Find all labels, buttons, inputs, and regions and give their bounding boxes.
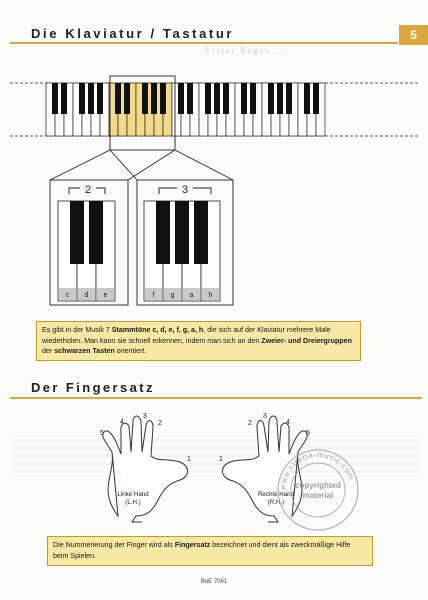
page-title: Die Klaviatur / Tastatur — [31, 26, 235, 41]
zoom-key-label: f — [152, 292, 155, 299]
black-key — [88, 83, 94, 114]
black-key — [52, 83, 58, 114]
left-hand — [103, 416, 188, 522]
info-bold-2: Zweier- und Dreiergruppen — [261, 336, 352, 345]
left-finger-3: 3 — [143, 413, 147, 420]
zoom-three-keys — [144, 201, 220, 301]
black-key — [313, 83, 319, 114]
black-key — [241, 83, 247, 114]
black-key — [115, 83, 121, 114]
black-key — [187, 83, 193, 114]
info-text-3: der — [42, 347, 55, 355]
zoom-key-label: g — [170, 292, 175, 299]
zoom-black-key — [89, 201, 103, 264]
black-key — [286, 83, 292, 114]
section-title-fingersatz: Der Fingersatz — [31, 380, 155, 395]
background-bleed-text: Erster Bogen .... — [205, 46, 291, 55]
connector-mid-left — [128, 150, 175, 180]
page-number-badge: 5 — [399, 25, 428, 45]
left-finger-2: 2 — [158, 420, 162, 427]
group-two-number: 2 — [84, 184, 92, 196]
black-key — [142, 83, 148, 114]
info2-text-1: Die Nummerierung der Finger wird als — [53, 541, 175, 549]
hands-diagram — [0, 405, 428, 535]
info-bold-1: Stammtöne c, d, e, f, g, a, h — [111, 326, 204, 334]
info-text-1: Es gibt in der Musik 7 — [42, 326, 112, 334]
black-key — [124, 83, 130, 114]
left-finger-4: 4 — [120, 419, 124, 426]
black-key — [160, 83, 166, 114]
footer-code: BoE 7061 — [200, 579, 228, 585]
connector-left — [50, 150, 110, 180]
black-key — [151, 83, 157, 114]
black-key — [268, 83, 274, 114]
left-finger-1: 1 — [187, 456, 191, 463]
black-key — [61, 83, 67, 114]
right-finger-5: 5 — [306, 430, 310, 437]
connector-mid-right — [110, 150, 137, 180]
zoom-key-label: e — [103, 292, 108, 299]
info-box-stammtoene — [36, 321, 361, 361]
black-key — [178, 83, 184, 114]
watermark-ring-text: www.stretta-music.com — [277, 449, 357, 491]
header-divider — [10, 42, 398, 44]
connector-right — [175, 150, 233, 180]
black-key — [97, 83, 103, 114]
zoom-key-label: h — [208, 292, 213, 299]
left-hand-abbr: (L.H.) — [125, 499, 141, 506]
zoom-black-key — [70, 201, 84, 264]
black-key — [79, 83, 85, 114]
right-finger-4: 4 — [286, 419, 290, 426]
keyboard-white-keys — [46, 83, 325, 136]
zoom-key-label: d — [84, 292, 89, 299]
info-text-4: orientiert. — [114, 347, 147, 355]
zoom-black-key — [194, 201, 208, 264]
zoom-key-label: c — [65, 292, 70, 299]
left-hand-label: Linke Hand — [117, 491, 149, 498]
zoom-black-key — [175, 201, 189, 264]
zoom-key-label: a — [189, 292, 194, 299]
right-hand-abbr: (R.H.) — [267, 499, 285, 506]
right-hand-label: Rechte Hand — [257, 491, 295, 498]
info-bold-3: schwarzen Tasten — [54, 347, 115, 355]
info-text-2: , die sich auf der Klaviatur mehrere Male wiederholen. Man kann sie schnell erkennen, indem man sich an den — [42, 326, 331, 345]
black-key — [214, 83, 220, 114]
black-key — [277, 83, 283, 114]
info2-bold-1: Fingersatz — [174, 541, 211, 549]
info-box-fingersatz — [47, 536, 373, 566]
copyright-watermark-stamp — [276, 448, 360, 532]
right-finger-1: 1 — [219, 456, 223, 463]
zoom-black-key — [156, 201, 170, 264]
zoom-two-keys — [58, 201, 115, 301]
right-finger-3: 3 — [263, 413, 267, 420]
black-key — [304, 83, 310, 114]
group-three-number: 3 — [181, 184, 189, 196]
right-finger-2: 2 — [248, 420, 252, 427]
black-key — [223, 83, 229, 114]
black-key — [250, 83, 256, 114]
watermark-line-2: material — [302, 491, 334, 500]
watermark-line-1: copyrighted — [295, 481, 341, 490]
black-key — [205, 83, 211, 114]
info2-text-2: bezeichnet und dient als zweckmäßige Hilfe beim Spielen. — [53, 541, 351, 560]
left-finger-5: 5 — [100, 430, 104, 437]
section-divider — [10, 397, 422, 399]
